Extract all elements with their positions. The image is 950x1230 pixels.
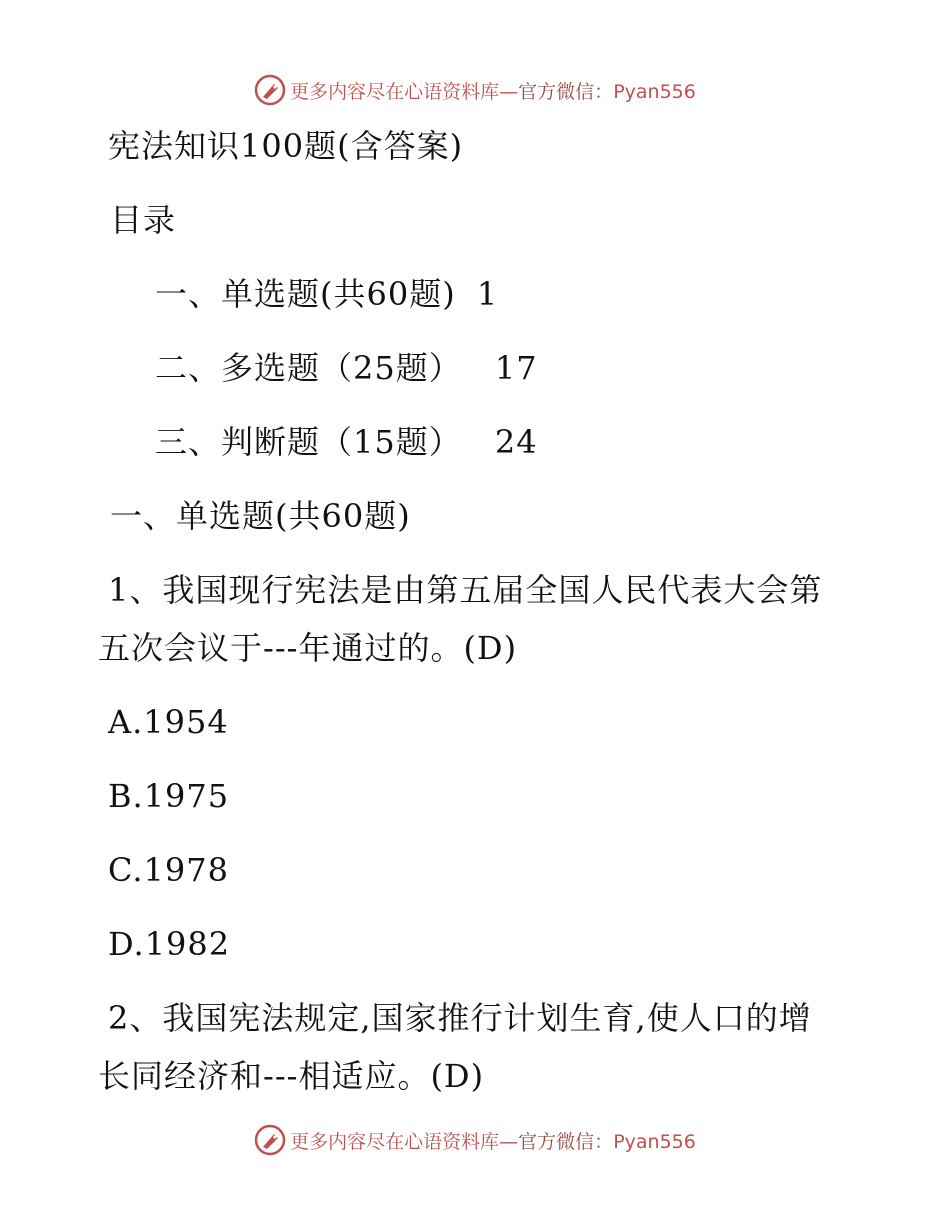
- pen-nib-logo-icon: [254, 74, 286, 106]
- toc-item-page: 24: [494, 423, 538, 461]
- question-1-line-2: 五次会议于---年通过的。(D): [98, 629, 518, 667]
- banner-separator: —: [499, 80, 519, 103]
- toc-item-single-choice: [155, 274, 498, 314]
- banner-text: [290, 77, 696, 104]
- question-2-line-1: 2、我国宪法规定,国家推行计划生育,使人口的增: [108, 999, 812, 1037]
- banner-wechat-id: Pyan556: [613, 80, 696, 103]
- toc-item-label: 一、单选题(共60题): [155, 275, 456, 313]
- question-1-option-c: C.1978: [108, 851, 229, 889]
- toc-item-label: 二、多选题（25题）: [155, 349, 462, 387]
- toc-item-multi-choice: [155, 348, 538, 388]
- question-1-option-a: A.1954: [108, 703, 229, 741]
- question-1-line-1: 1、我国现行宪法是由第五届全国人民代表大会第: [108, 571, 823, 609]
- question-1-option-d: D.1982: [108, 925, 231, 963]
- toc-item-true-false: [155, 422, 538, 462]
- pen-nib-logo-icon: [254, 1124, 286, 1156]
- header-banner: [0, 70, 950, 110]
- banner-wechat-id: Pyan556: [613, 1130, 696, 1153]
- question-2-line-2: 长同经济和---相适应。(D): [98, 1057, 485, 1095]
- toc-heading: 目录: [110, 201, 177, 239]
- banner-title: 更多内容尽在心语资料库: [290, 80, 500, 103]
- toc-item-page: 17: [494, 349, 538, 387]
- section-heading: 一、单选题(共60题): [110, 497, 411, 535]
- toc-item-page: 1: [476, 275, 499, 313]
- banner-text: [290, 1127, 696, 1154]
- banner-wechat-label: 官方微信：: [518, 1130, 614, 1153]
- banner-wechat-label: 官方微信：: [518, 80, 614, 103]
- document-title: 宪法知识100题(含答案): [108, 127, 464, 165]
- toc-item-label: 三、判断题（15题）: [155, 423, 462, 461]
- banner-separator: —: [499, 1130, 519, 1153]
- footer-banner: [0, 1120, 950, 1160]
- question-1-option-b: B.1975: [108, 777, 230, 815]
- banner-title: 更多内容尽在心语资料库: [290, 1130, 500, 1153]
